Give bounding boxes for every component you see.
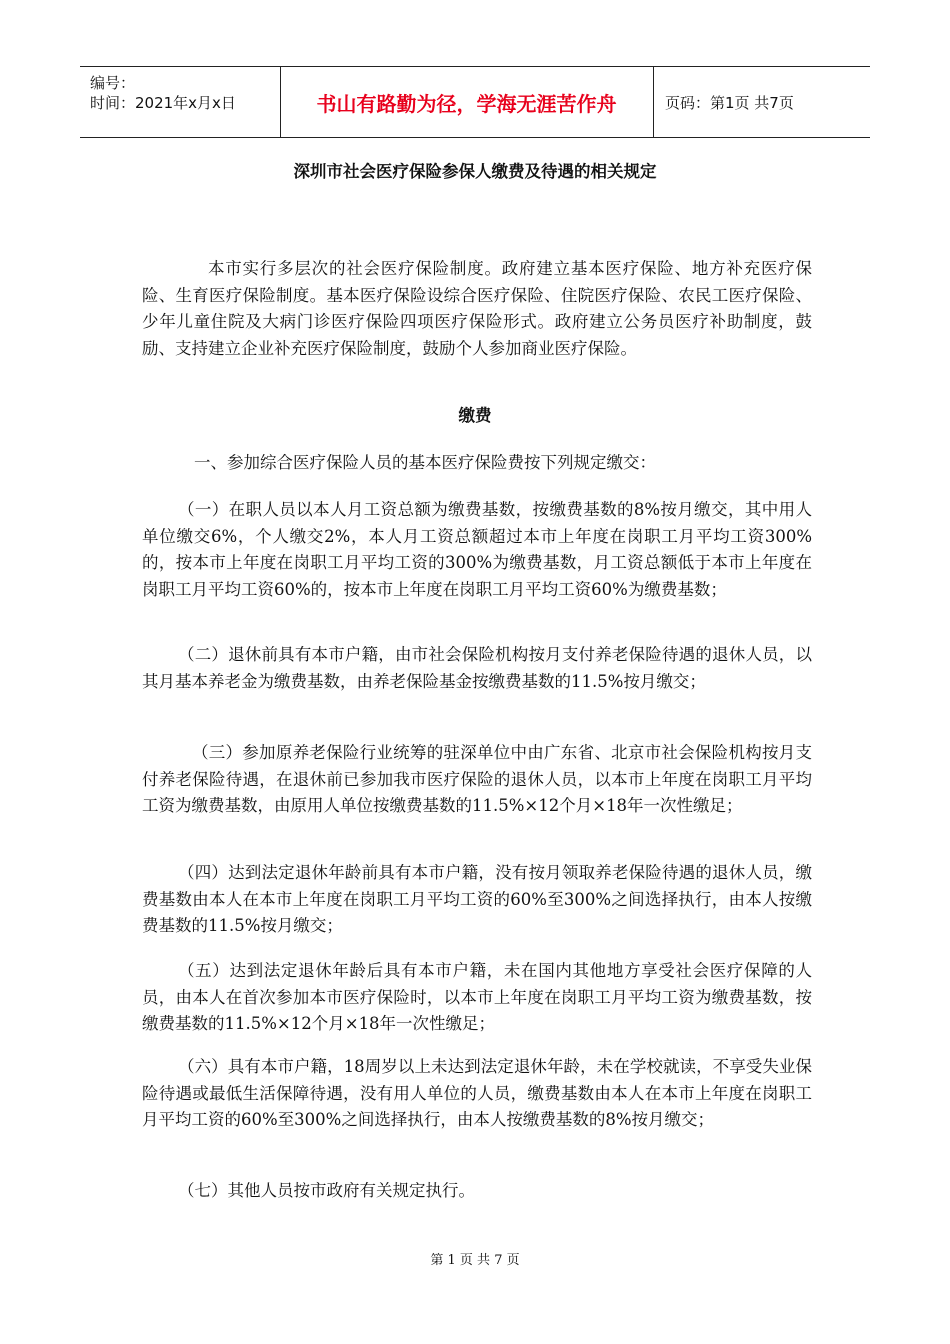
intro-paragraph: 本市实行多层次的社会医疗保险制度。政府建立基本医疗保险、地方补充医疗保险、生育医疗保险制度。基本医疗保险设综合医疗保险、住院医疗保险、农民工医疗保险、少年儿童住院及大病门诊医疗保险四项医疗保险形式。政府建立公务员医疗补助制度，鼓励、支持建立企业补充医疗保险制度，鼓励个人参加商业医疗保险。 <box>142 259 812 358</box>
header-page-label: 页码：第1页 共7页 <box>665 93 794 112</box>
clause-paragraph: 一、参加综合医疗保险人员的基本医疗保险费按下列规定缴交： <box>194 453 656 472</box>
header-table <box>80 66 870 138</box>
header-motto: 书山有路勤为径，学海无涯苦作舟 <box>316 91 617 116</box>
header-meta <box>80 67 280 137</box>
list-item: （二）退休前具有本市户籍，由市社会保险机构按月支付养老保险待遇的退休人员，以其月基本养老金为缴费基数，由养老保险基金按缴费基数的11.5%按月缴交； <box>142 645 812 691</box>
list-item: （七）其他人员按市政府有关规定执行。 <box>178 1181 475 1200</box>
list-item: （四）达到法定退休年龄前具有本市户籍，没有按月领取养老保险待遇的退休人员，缴费基数由本人在本市上年度在岗职工月平均工资的60%至300%之间选择执行，由本人按缴费基数的11.5%按月缴交； <box>142 863 812 935</box>
section-title: 缴费 <box>458 406 492 425</box>
list-item: （三）参加原养老保险行业统筹的驻深单位中由广东省、北京市社会保险机构按月支付养老保险待遇，在退休前已参加我市医疗保险的退休人员，以本市上年度在岗职工月平均工资为缴费基数，由原用人单位按缴费基数的11.5%×12个月×18年一次性缴足； <box>142 743 812 815</box>
list-item: （五）达到法定退休年龄后具有本市户籍，未在国内其他地方享受社会医疗保障的人员，由本人在首次参加本市医疗保险时，以本市上年度在岗职工月平均工资为缴费基数，按缴费基数的11.5%×12个月×18年一次性缴足； <box>142 961 812 1033</box>
doc-date-label: 时间：2021年x月x日 <box>90 94 236 112</box>
list-item: （六）具有本市户籍，18周岁以上未达到法定退休年龄，未在学校就读，不享受失业保险待遇或最低生活保障待遇，没有用人单位的人员，缴费基数由本人在本市上年度在岗职工月平均工资的60%至300%之间选择执行，由本人按缴费基数的8%按月缴交； <box>142 1057 812 1129</box>
doc-number-label: 编号： <box>90 74 136 92</box>
list-item: （一）在职人员以本人月工资总额为缴费基数，按缴费基数的8%按月缴交，其中用人单位缴交6%，个人缴交2%，本人月工资总额超过本市上年度在岗职工月平均工资300%的，按本市上年度在岗职工月平均工资的300%为缴费基数，月工资总额低于本市上年度在岗职工月平均工资60%的，按本市上年度在岗职工月平均工资60%为缴费基数； <box>142 500 812 599</box>
page-footer: 第 1 页 共 7 页 <box>430 1253 520 1268</box>
header-divider <box>653 67 654 137</box>
document-title: 深圳市社会医疗保险参保人缴费及待遇的相关规定 <box>293 162 657 181</box>
